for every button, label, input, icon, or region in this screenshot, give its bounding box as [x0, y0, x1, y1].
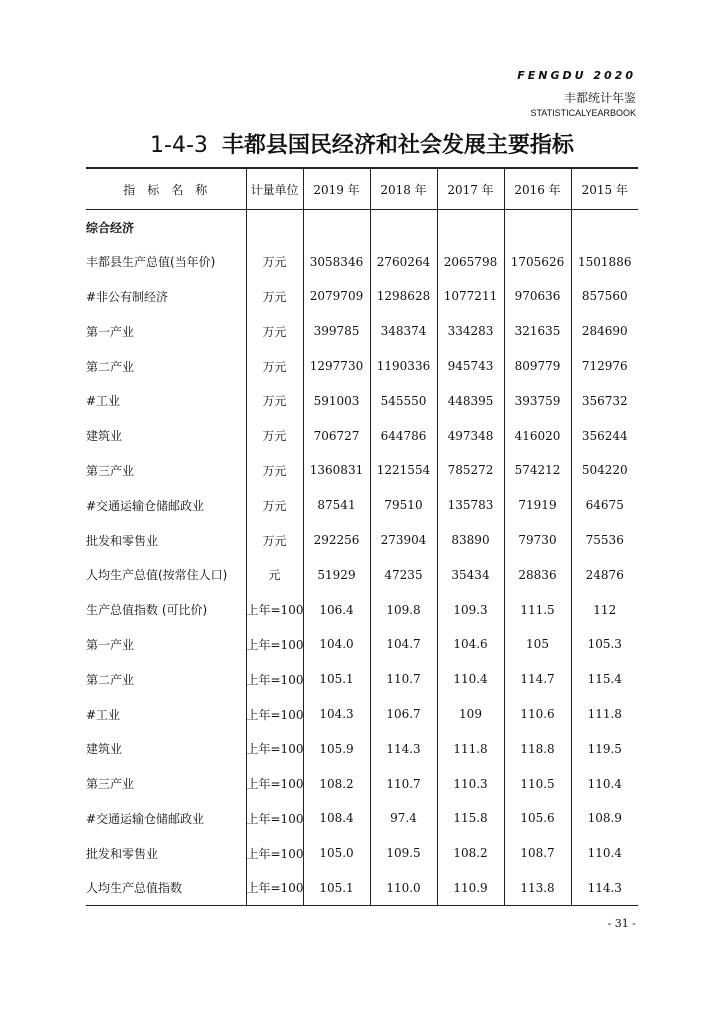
table-row — [86, 279, 638, 314]
value-cell: 135783 — [437, 488, 504, 523]
column-header: 2018 年 — [370, 168, 437, 210]
value-cell — [571, 210, 638, 245]
value-cell: 110.4 — [571, 836, 638, 871]
value-cell: 393759 — [504, 383, 571, 418]
value-cell: 111.8 — [571, 697, 638, 732]
value-cell: 108.2 — [303, 766, 370, 801]
value-cell: 106.7 — [370, 697, 437, 732]
value-cell: 28836 — [504, 557, 571, 592]
unit-cell — [246, 210, 303, 245]
indicator-name: 批发和零售业 — [86, 846, 159, 861]
column-header: 2019 年 — [303, 168, 370, 210]
value-cell: 110.3 — [437, 766, 504, 801]
value-cell — [504, 210, 571, 245]
table-row — [86, 801, 638, 836]
value-cell: 712976 — [571, 349, 638, 384]
indicator-name: 人均生产总值指数 — [86, 871, 246, 906]
value-cell: 1221554 — [370, 453, 437, 488]
value-cell: 545550 — [370, 383, 437, 418]
unit-cell: 万元 — [246, 349, 303, 384]
unit-cell: 上年=100 — [246, 731, 303, 766]
table-row — [86, 662, 638, 697]
value-cell: 785272 — [437, 453, 504, 488]
column-header: 2016 年 — [504, 168, 571, 210]
value-cell: 1190336 — [370, 349, 437, 384]
value-cell: 284690 — [571, 314, 638, 349]
unit-cell: 上年=100 — [246, 592, 303, 627]
value-cell: 448395 — [437, 383, 504, 418]
value-cell: 857560 — [571, 279, 638, 314]
value-cell: 115.8 — [437, 801, 504, 836]
value-cell: 114.7 — [504, 662, 571, 697]
table-row — [86, 418, 638, 453]
indicator-name: 建筑业 — [86, 742, 123, 757]
table-row — [86, 766, 638, 801]
indicator-name: 批发和零售业 — [86, 533, 159, 548]
indicator-name: 综合经济 — [86, 220, 135, 235]
table-number: 1-4-3 — [150, 133, 208, 158]
value-cell: 51929 — [303, 557, 370, 592]
value-cell: 321635 — [504, 314, 571, 349]
unit-cell: 上年=100 — [246, 801, 303, 836]
table-header-row — [86, 168, 638, 210]
table-row — [86, 731, 638, 766]
value-cell: 348374 — [370, 314, 437, 349]
value-cell: 35434 — [437, 557, 504, 592]
value-cell: 945743 — [437, 349, 504, 384]
value-cell: 1297730 — [303, 349, 370, 384]
indicator-name: #交通运输仓储邮政业 — [86, 811, 205, 826]
value-cell: 105 — [504, 627, 571, 662]
value-cell: 108.2 — [437, 836, 504, 871]
unit-cell: 上年=100 — [246, 662, 303, 697]
value-cell: 105.9 — [303, 731, 370, 766]
unit-cell: 万元 — [246, 383, 303, 418]
value-cell: 105.0 — [303, 836, 370, 871]
value-cell: 105.6 — [504, 801, 571, 836]
unit-cell: 元 — [246, 557, 303, 592]
value-cell: 104.6 — [437, 627, 504, 662]
indicator-name: 第三产业 — [86, 463, 135, 478]
indicator-name: 建筑业 — [86, 429, 123, 444]
table-row — [86, 383, 638, 418]
running-header-chinese: 丰都统计年鉴 — [563, 91, 636, 105]
table-row — [86, 488, 638, 523]
value-cell: 497348 — [437, 418, 504, 453]
value-cell: 110.0 — [370, 871, 437, 906]
indicator-name: #交通运输仓储邮政业 — [86, 498, 205, 513]
value-cell — [437, 210, 504, 245]
unit-cell: 上年=100 — [246, 627, 303, 662]
value-cell: 3058346 — [303, 244, 370, 279]
value-cell: 108.9 — [571, 801, 638, 836]
value-cell: 110.6 — [504, 697, 571, 732]
table-title — [0, 128, 724, 159]
table-row — [86, 314, 638, 349]
value-cell: 111.5 — [504, 592, 571, 627]
value-cell: 108.7 — [504, 836, 571, 871]
value-cell: 809779 — [504, 349, 571, 384]
value-cell: 110.4 — [571, 766, 638, 801]
value-cell: 1501886 — [571, 244, 638, 279]
section-row — [86, 210, 638, 245]
value-cell: 113.8 — [504, 871, 571, 906]
table-row — [86, 592, 638, 627]
unit-cell: 上年=100 — [246, 697, 303, 732]
value-cell: 292256 — [303, 523, 370, 558]
value-cell: 574212 — [504, 453, 571, 488]
indicator-name: 第二产业 — [86, 672, 135, 687]
table-row — [86, 244, 638, 279]
value-cell: 114.3 — [571, 871, 638, 906]
value-cell: 1298628 — [370, 279, 437, 314]
value-cell: 399785 — [303, 314, 370, 349]
value-cell: 104.7 — [370, 627, 437, 662]
value-cell: 110.7 — [370, 766, 437, 801]
running-header-subtitle: STATISTICALYEARBOOK — [530, 108, 636, 118]
value-cell: 97.4 — [370, 801, 437, 836]
value-cell: 115.4 — [571, 662, 638, 697]
indicator-name: 人均生产总值(按常住人口) — [86, 568, 228, 583]
value-cell: 334283 — [437, 314, 504, 349]
value-cell: 79730 — [504, 523, 571, 558]
value-cell: 109.8 — [370, 592, 437, 627]
value-cell: 119.5 — [571, 731, 638, 766]
value-cell: 79510 — [370, 488, 437, 523]
value-cell: 2760264 — [370, 244, 437, 279]
column-header: 2015 年 — [571, 168, 638, 210]
value-cell: 104.3 — [303, 697, 370, 732]
value-cell: 110.5 — [504, 766, 571, 801]
value-cell: 970636 — [504, 279, 571, 314]
table-row — [86, 627, 638, 662]
indicator-name: #工业 — [86, 707, 121, 722]
value-cell: 2079709 — [303, 279, 370, 314]
value-cell: 109.3 — [437, 592, 504, 627]
table-title-text: 丰都县国民经济和社会发展主要指标 — [221, 133, 574, 158]
value-cell: 64675 — [571, 488, 638, 523]
value-cell: 591003 — [303, 383, 370, 418]
indicator-name: #非公有制经济 — [86, 289, 169, 304]
value-cell: 1705626 — [504, 244, 571, 279]
table-row — [86, 697, 638, 732]
value-cell: 273904 — [370, 523, 437, 558]
value-cell: 504220 — [571, 453, 638, 488]
value-cell: 105.3 — [571, 627, 638, 662]
table-row — [86, 349, 638, 384]
value-cell: 83890 — [437, 523, 504, 558]
indicator-name: #工业 — [86, 394, 121, 409]
page-number: - 31 - — [607, 917, 636, 930]
value-cell: 87541 — [303, 488, 370, 523]
indicator-name: 丰都县生产总值(当年价) — [86, 255, 216, 270]
unit-cell: 万元 — [246, 453, 303, 488]
value-cell: 109.5 — [370, 836, 437, 871]
column-header: 指标名称 — [86, 168, 246, 210]
value-cell: 71919 — [504, 488, 571, 523]
unit-cell: 上年=100 — [246, 871, 303, 906]
value-cell: 109 — [437, 697, 504, 732]
value-cell: 112 — [571, 592, 638, 627]
column-header: 计量单位 — [246, 168, 303, 210]
value-cell: 108.4 — [303, 801, 370, 836]
value-cell: 24876 — [571, 557, 638, 592]
indicator-name: 第一产业 — [86, 324, 135, 339]
value-cell: 706727 — [303, 418, 370, 453]
value-cell: 2065798 — [437, 244, 504, 279]
value-cell: 356244 — [571, 418, 638, 453]
running-header-english: FENGDU 2020 — [517, 69, 636, 82]
value-cell: 644786 — [370, 418, 437, 453]
indicator-name: 第三产业 — [86, 777, 135, 792]
value-cell: 118.8 — [504, 731, 571, 766]
unit-cell: 上年=100 — [246, 836, 303, 871]
unit-cell: 万元 — [246, 418, 303, 453]
value-cell: 110.7 — [370, 662, 437, 697]
unit-cell: 万元 — [246, 488, 303, 523]
value-cell: 416020 — [504, 418, 571, 453]
value-cell: 75536 — [571, 523, 638, 558]
value-cell: 105.1 — [303, 662, 370, 697]
table-row — [86, 836, 638, 871]
value-cell: 47235 — [370, 557, 437, 592]
value-cell: 111.8 — [437, 731, 504, 766]
value-cell: 105.1 — [303, 871, 370, 906]
indicator-name: 第一产业 — [86, 637, 135, 652]
table-row — [86, 871, 638, 906]
table-row — [86, 557, 638, 592]
unit-cell: 万元 — [246, 244, 303, 279]
unit-cell: 万元 — [246, 314, 303, 349]
value-cell: 1077211 — [437, 279, 504, 314]
column-header: 2017 年 — [437, 168, 504, 210]
unit-cell: 万元 — [246, 279, 303, 314]
unit-cell: 上年=100 — [246, 766, 303, 801]
value-cell: 110.9 — [437, 871, 504, 906]
indicator-name: 第二产业 — [86, 359, 135, 374]
value-cell: 356732 — [571, 383, 638, 418]
value-cell — [303, 210, 370, 245]
value-cell: 104.0 — [303, 627, 370, 662]
value-cell — [370, 210, 437, 245]
unit-cell: 万元 — [246, 523, 303, 558]
value-cell: 106.4 — [303, 592, 370, 627]
value-cell: 1360831 — [303, 453, 370, 488]
table-row — [86, 453, 638, 488]
value-cell: 114.3 — [370, 731, 437, 766]
indicator-table — [86, 167, 638, 906]
value-cell: 110.4 — [437, 662, 504, 697]
table-row — [86, 523, 638, 558]
indicator-name: 生产总值指数 (可比价) — [86, 603, 208, 618]
